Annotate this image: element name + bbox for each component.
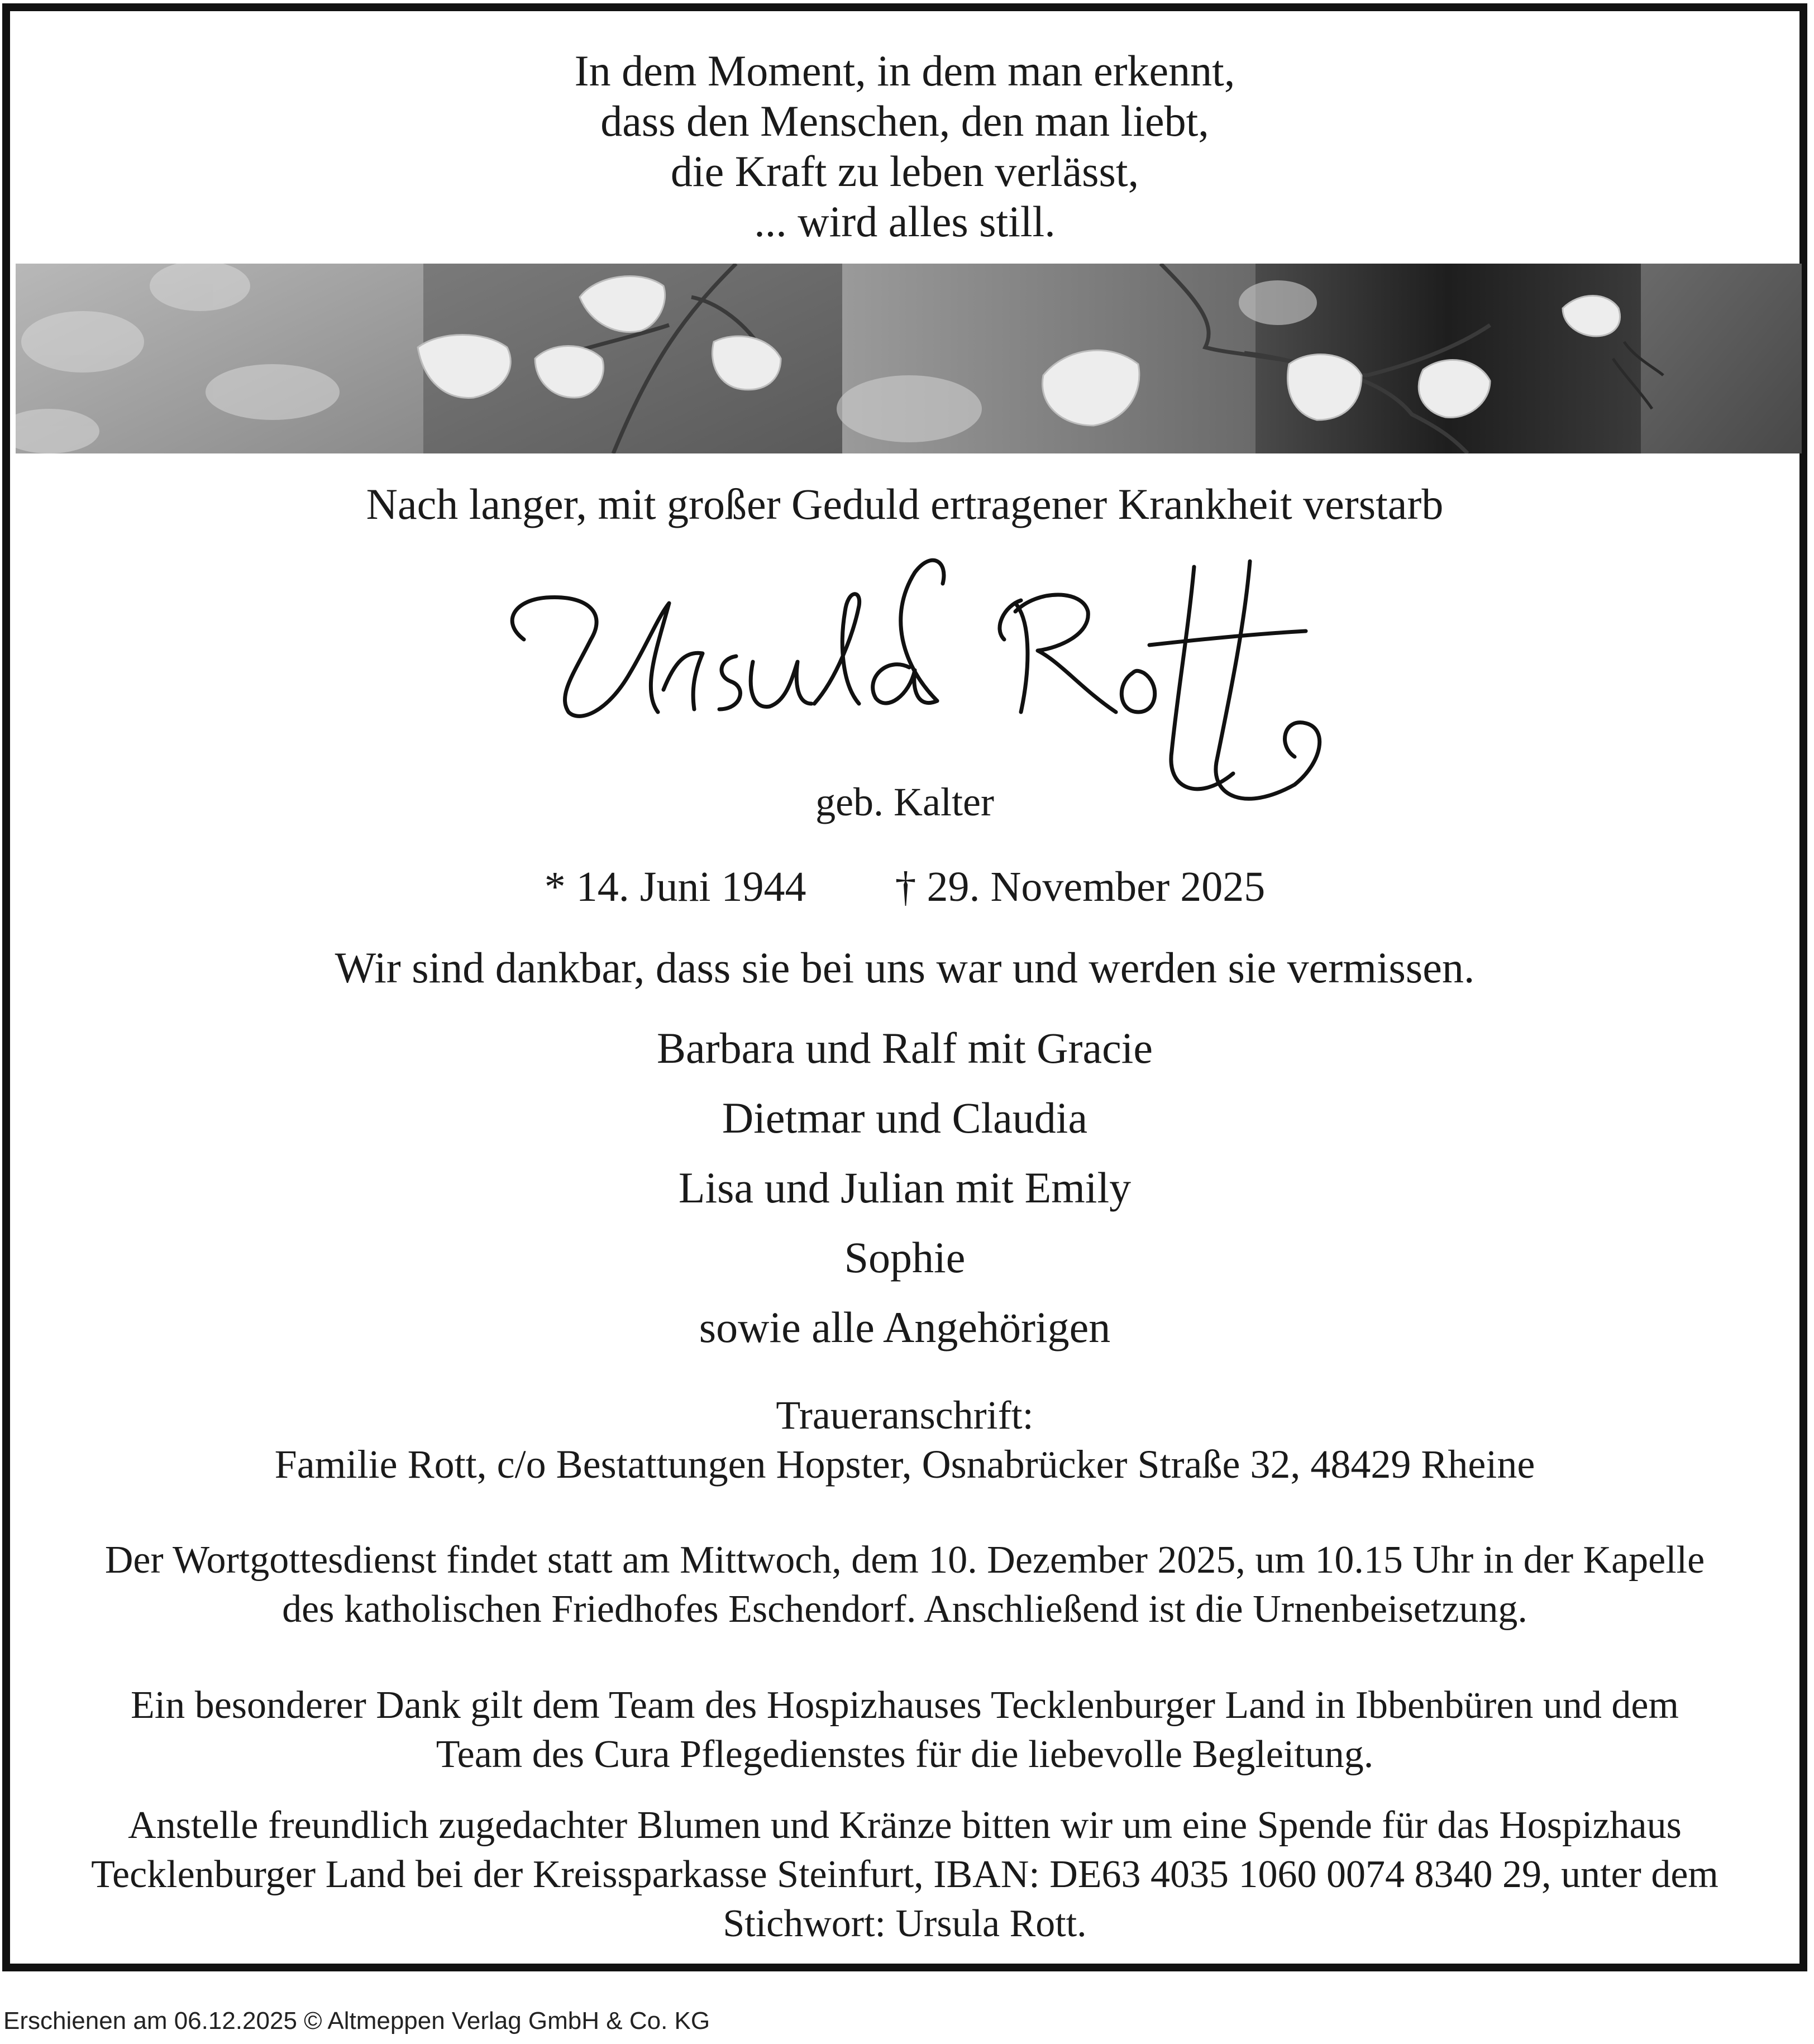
poem-line: dass den Menschen, den man liebt, xyxy=(600,97,1209,145)
mourner: Dietmar und Claudia xyxy=(722,1093,1088,1142)
thanks-line: Team des Cura Pflegedienstes für die liebevolle Begleitung. xyxy=(436,1733,1374,1776)
life-dates xyxy=(10,863,1799,911)
birth-date: * 14. Juni 1944 xyxy=(544,863,806,910)
address-label: Traueranschrift: xyxy=(776,1393,1034,1438)
service-line: des katholischen Friedhofes Eschendorf. Anschließend ist die Urnenbeisetzung. xyxy=(282,1588,1527,1631)
maiden-name: geb. Kalter xyxy=(815,780,994,824)
mourner: Lisa und Julian mit Emily xyxy=(678,1163,1132,1212)
donation-line: Stichwort: Ursula Rott. xyxy=(723,1902,1087,1945)
publication-footer: Erschienen am 06.12.2025 © Altmeppen Verlag GmbH & Co. KG xyxy=(3,2007,710,2035)
death-date: † 29. November 2025 xyxy=(895,863,1266,910)
poem-line: die Kraft zu leben verlässt, xyxy=(670,147,1139,195)
poem-line: In dem Moment, in dem man erkennt, xyxy=(574,46,1235,95)
mourner: Sophie xyxy=(844,1233,966,1282)
mourner: Barbara und Ralf mit Gracie xyxy=(657,1024,1153,1072)
donation-line: Tecklenburger Land bei der Kreissparkasse Steinfurt, IBAN: DE63 4035 1060 0074 8340 29, unter dem xyxy=(91,1853,1718,1896)
address-value: Familie Rott, c/o Bestattungen Hopster, Osnabrücker Straße 32, 48429 Rheine xyxy=(274,1442,1535,1487)
intro-text: Nach langer, mit großer Geduld ertragener Krankheit verstarb xyxy=(366,480,1444,528)
service-line: Der Wortgottesdienst findet statt am Mittwoch, dem 10. Dezember 2025, um 10.15 Uhr in der Kapelle xyxy=(104,1539,1705,1582)
mourner: sowie alle Angehörigen xyxy=(699,1303,1111,1351)
gratitude-text: Wir sind dankbar, dass sie bei uns war und werden sie vermissen. xyxy=(335,943,1475,992)
poem-line: ... wird alles still. xyxy=(754,197,1056,246)
ginkgo-banner-image xyxy=(16,264,1802,453)
thanks-line: Ein besonderer Dank gilt dem Team des Hospizhauses Tecklenburger Land in Ibbenbüren und dem xyxy=(131,1684,1679,1727)
obituary-frame xyxy=(2,3,1807,1971)
donation-line: Anstelle freundlich zugedachter Blumen und Kränze bitten wir um eine Spende für das Hospizhaus xyxy=(128,1804,1682,1847)
